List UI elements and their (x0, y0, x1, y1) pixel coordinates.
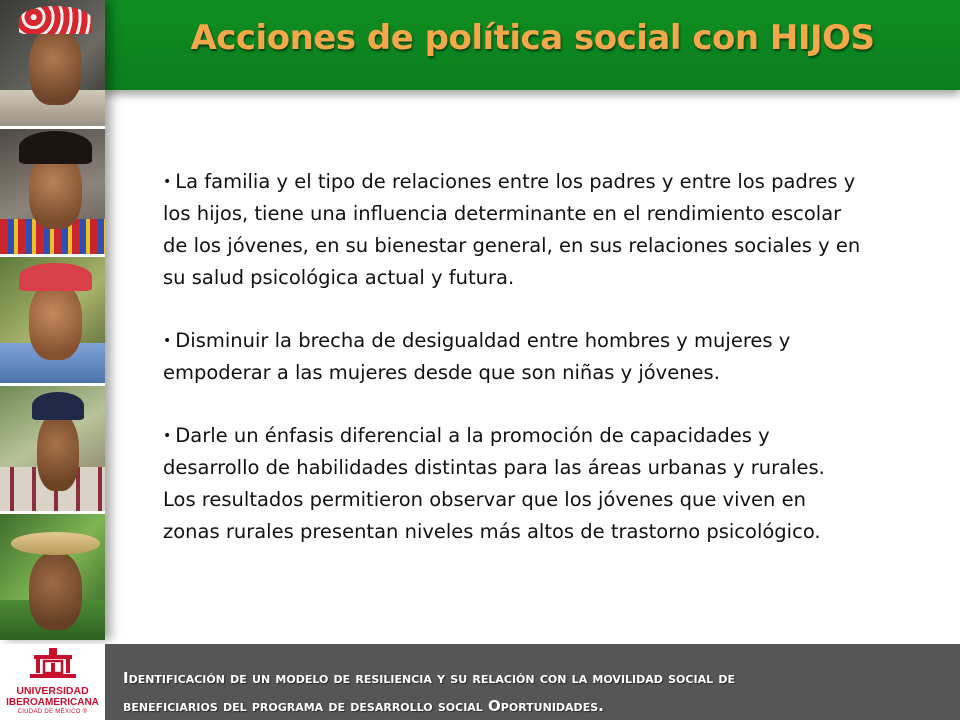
photo-farmer-hat (0, 514, 105, 640)
title-bar (105, 0, 960, 90)
logo-text-city: CIUDAD DE MÉXICO ® (17, 709, 88, 715)
university-emblem-icon (26, 647, 80, 683)
bullet-icon: • (163, 428, 172, 444)
logo-text-university: UNIVERSIDAD (16, 685, 89, 697)
bullet-text: Disminuir la brecha de desigualdad entre hombres y mujeres y empoderar a las mujeres desde que son niñas y jóvenes. (163, 329, 791, 384)
footer-line-1: Identificación de un modelo de resiliencia y su relación con la movilidad social de (123, 669, 735, 687)
bullet-text: Darle un énfasis diferencial a la promoción de capacidades y desarrollo de habilidades distintas para las áreas urbanas y rurales. Los resultados permitieron observar que los jóvenes que viven en zonas rurales presentan niveles más altos de trastorno psicológico. (163, 424, 825, 543)
photo-mother-child (0, 386, 105, 515)
bullet-list (163, 166, 863, 579)
bullet-icon: • (163, 333, 172, 349)
bullet-item (163, 420, 863, 548)
photo-man-red-cap (0, 257, 105, 386)
logo-text-iberoamericana: IBEROAMERICANA (6, 697, 99, 708)
bullet-item (163, 166, 863, 294)
university-logo (0, 644, 105, 720)
bullet-text: La familia y el tipo de relaciones entre los padres y entre los padres y los hijos, tiene una influencia determinante en el rendimiento escolar de los jóvenes, en su bienestar general, en sus relaciones sociales y en su salud psicológica actual y futura. (163, 170, 861, 289)
slide-title: Acciones de política social con HIJOS (190, 18, 875, 58)
footer-line-2: beneficiarios del programa de desarrollo social Oportunidades. (123, 697, 604, 715)
photo-woman (0, 129, 105, 258)
bullet-icon: • (163, 174, 172, 190)
footer-bar (0, 644, 960, 720)
photo-strip (0, 0, 105, 640)
footer-caption (123, 664, 943, 720)
photo-elder-man (0, 0, 105, 129)
bullet-item (163, 325, 863, 389)
